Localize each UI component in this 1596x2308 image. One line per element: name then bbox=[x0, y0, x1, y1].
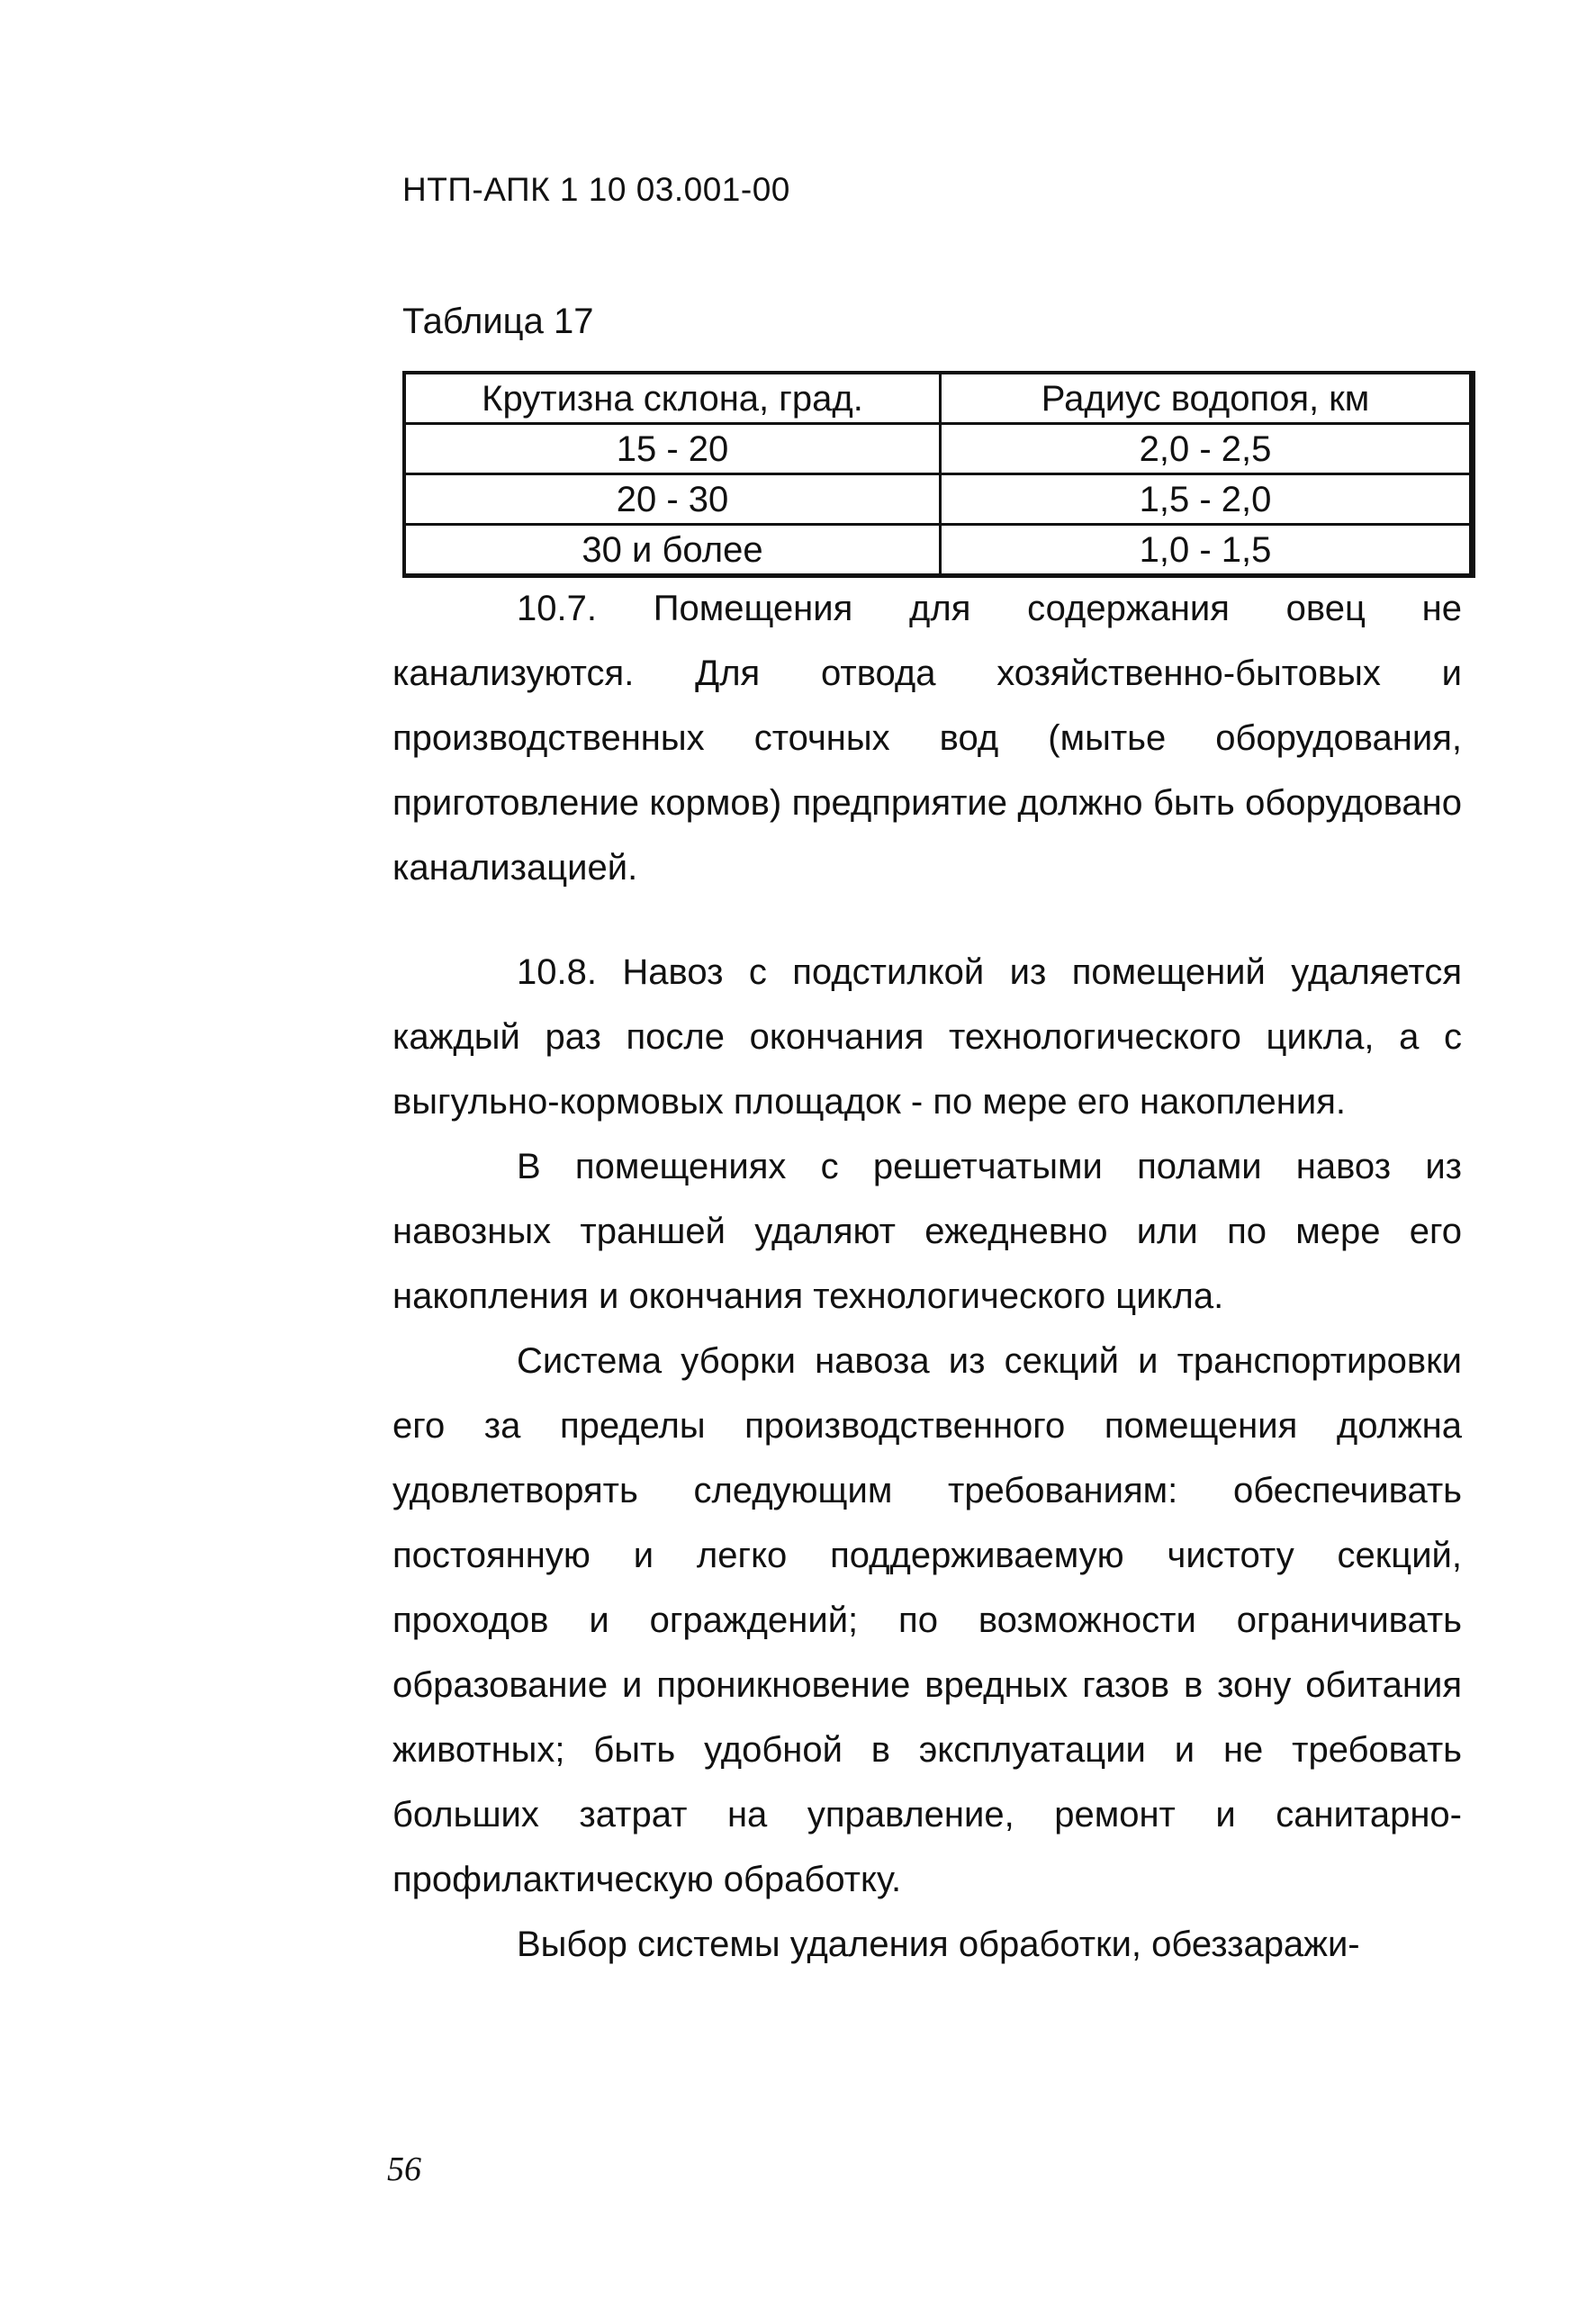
table-cell-radius: 2,0 - 2,5 bbox=[941, 424, 1470, 474]
table-row bbox=[406, 474, 1469, 525]
paragraph: В помещениях с решетчатыми полами навоз из навозных траншей удаляют ежедневно или по мере его накопления и окончания технологического цикла. bbox=[392, 1147, 1462, 1316]
page-number: 56 bbox=[387, 2150, 421, 2188]
body-text bbox=[392, 576, 1462, 1977]
table-cell-slope: 30 и более bbox=[406, 525, 941, 574]
column-header-slope: Крутизна склона, град. bbox=[406, 374, 941, 424]
paragraph: Система уборки навоза из секций и транспортировки его за пределы производственного помещения должна удовлетворять следующим требованиям: обеспечивать постоянную и легко поддерживаемую чистоту секций, проходов и ограждений; по возможности ограничивать образование и проникновение вредных газов в зону обитания животных; быть удобной в эксплуатации и не требовать больших затрат на управление, ремонт и санитарно-профилактическую обработку. bbox=[392, 1341, 1462, 1899]
table-cell-slope: 15 - 20 bbox=[406, 424, 941, 474]
table-row bbox=[406, 424, 1469, 474]
table-header-row bbox=[406, 374, 1469, 424]
paragraph-10-8: 10.8. Навоз с подстилкой из помещений удаляется каждый раз после окончания технологического цикла, а с выгульно-кормовых площадок - по мере его накопления. bbox=[392, 952, 1462, 1122]
table-cell-slope: 20 - 30 bbox=[406, 474, 941, 525]
data-table bbox=[402, 371, 1475, 578]
paragraph-10-7: 10.7. Помещения для содержания овец не канализуются. Для отвода хозяйственно-бытовых и производственных сточных вод (мытье оборудования, приготовление кормов) предприятие должно быть оборудовано канализацией. bbox=[392, 589, 1462, 888]
table-row bbox=[406, 525, 1469, 574]
table-cell-radius: 1,0 - 1,5 bbox=[941, 525, 1470, 574]
table-cell-radius: 1,5 - 2,0 bbox=[941, 474, 1470, 525]
column-header-radius: Радиус водопоя, км bbox=[941, 374, 1470, 424]
table-caption: Таблица 17 bbox=[402, 302, 594, 341]
document-code: НТП-АПК 1 10 03.001-00 bbox=[402, 171, 790, 208]
paragraph: Выбор системы удаления обработки, обеззаражи- bbox=[517, 1925, 1360, 1964]
